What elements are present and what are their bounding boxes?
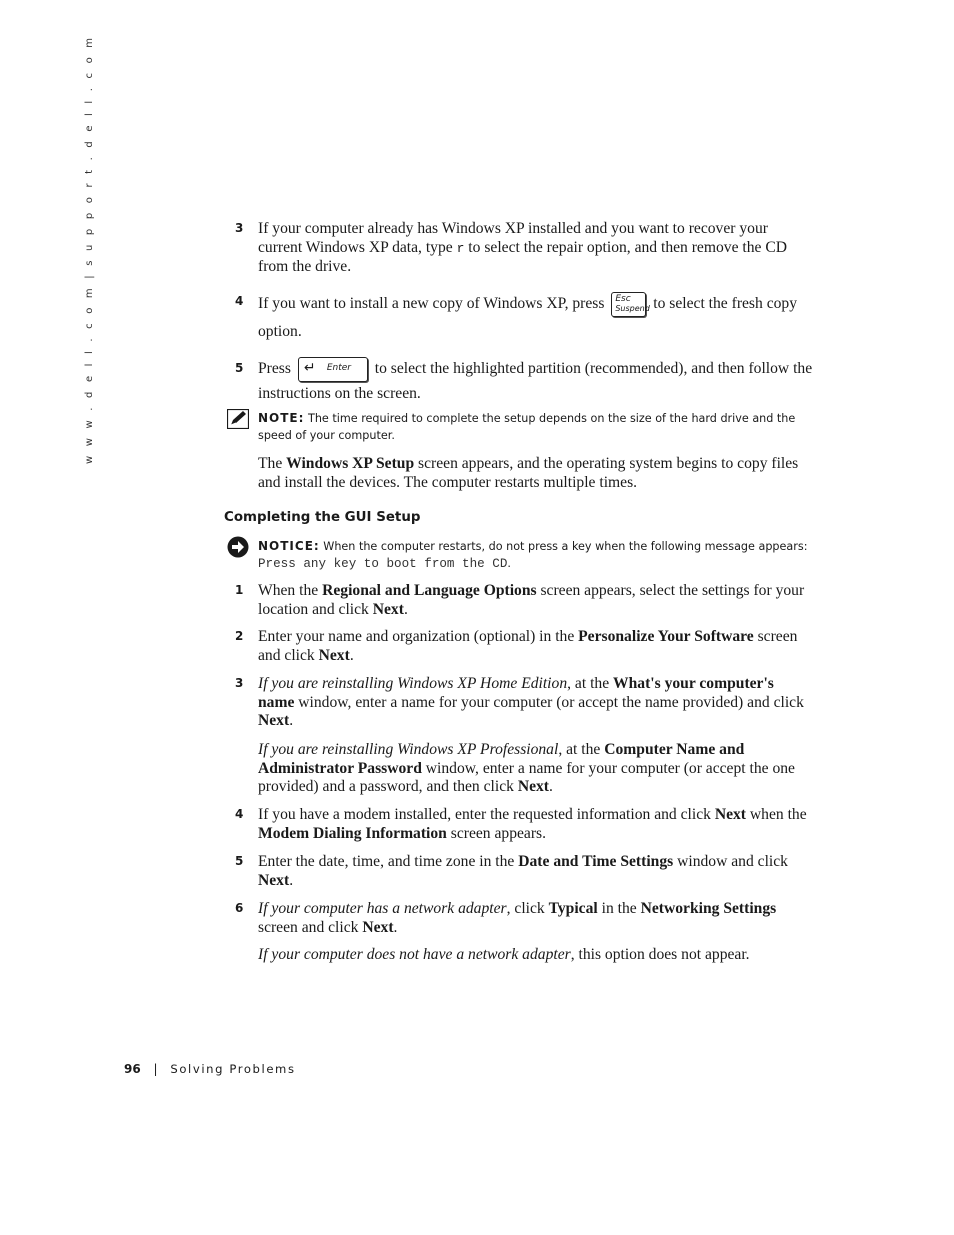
text-run: If your computer has a network adapter xyxy=(258,900,507,917)
text-run: Networking Settings xyxy=(640,900,777,917)
text-run: . xyxy=(289,712,294,730)
text-run: Typical xyxy=(548,900,598,917)
text-run: screen and click xyxy=(258,628,798,664)
step-text xyxy=(258,582,814,619)
text-run: screen and click xyxy=(258,918,363,936)
text-run: , this option does not appear. xyxy=(570,946,750,963)
notice-arrow-icon xyxy=(227,536,249,558)
step-number: 5 xyxy=(235,361,244,375)
text-run: Date and Time Settings xyxy=(518,853,674,870)
step-number: 5 xyxy=(235,854,244,868)
text-run: screen appears. xyxy=(446,824,546,842)
key-label: Enter xyxy=(326,363,352,373)
text-run: If you are reinstalling Windows XP Professional xyxy=(258,741,559,758)
text-run: Personalize Your Software xyxy=(578,628,754,645)
step-text xyxy=(258,806,814,843)
text-run: , at the xyxy=(567,675,614,692)
enter-key xyxy=(298,357,368,382)
text-run: If you are reinstalling Windows XP Home Edition xyxy=(258,675,568,692)
step-text xyxy=(258,675,814,731)
text-run: When the xyxy=(258,582,323,599)
key-label-bottom: Suspend xyxy=(615,304,650,313)
text-run: in the xyxy=(597,900,641,917)
step-number: 3 xyxy=(235,221,244,235)
notice-code-end: . xyxy=(507,557,511,570)
note-text: The time required to complete the setup depends on the size of the hard drive and the speed of your computer. xyxy=(258,412,796,442)
section-heading: Completing the GUI Setup xyxy=(224,510,421,525)
text-run: . xyxy=(403,600,408,618)
text-run: r xyxy=(456,240,465,256)
step-text xyxy=(258,220,814,277)
step-number: 3 xyxy=(235,676,244,690)
notice-text: When the computer restarts, do not press a key when the following message appears: xyxy=(323,540,808,553)
note-label: NOTE: xyxy=(258,411,305,425)
text-run: , at the xyxy=(558,741,605,758)
text-run: Next xyxy=(517,778,550,796)
text-run: Next xyxy=(714,806,747,823)
step-text xyxy=(258,357,814,406)
step-text xyxy=(258,741,814,797)
text-run: window, enter a name for your computer (or accept the name provided) and click xyxy=(294,693,804,711)
text-run: when the xyxy=(746,806,807,823)
step-text xyxy=(258,900,814,937)
notice-code: Press any key to boot from the CD xyxy=(258,557,508,571)
text-run: If your computer does not have a network adapter xyxy=(258,946,571,963)
text-run: Regional and Language Options xyxy=(322,582,537,599)
enter-arrow-icon: ↵ xyxy=(303,360,316,376)
footer-separator: | xyxy=(153,1062,158,1076)
text-run: window and click xyxy=(673,853,788,870)
step-text-before: If you want to install a new copy of Windows XP, press xyxy=(258,295,605,313)
text-run: screen appears, and the operating system begins to copy files and install the devices. The computer restarts multiple times. xyxy=(258,455,799,491)
step-text-after: to select the highlighted partition (recommended), and then follow the instructions on the screen. xyxy=(258,360,813,402)
text-run: Next xyxy=(372,600,404,618)
step-text xyxy=(258,853,814,890)
text-run: . xyxy=(393,918,398,936)
side-url: w w w . d e l l . c o m | s u p p o r t . d e l l . c o m xyxy=(84,34,95,464)
step-text xyxy=(258,946,814,965)
step-text-before: Press xyxy=(258,360,291,378)
key-label-top: Esc xyxy=(615,294,631,304)
text-run: If your computer already has Windows XP installed and you want to recover your current Windows XP data, type xyxy=(258,220,768,256)
note-pencil-icon xyxy=(227,409,249,429)
step-text-after: to select the fresh copy xyxy=(653,295,798,313)
text-run: Windows XP Setup xyxy=(286,455,415,472)
text-run: Next xyxy=(258,712,290,730)
page-footer xyxy=(124,1062,296,1076)
text-run: . xyxy=(349,646,354,664)
setup-paragraph xyxy=(258,455,814,492)
text-run: . xyxy=(549,778,553,796)
step-number: 4 xyxy=(235,807,244,821)
footer-section: Solving Problems xyxy=(170,1062,296,1076)
step-number: 1 xyxy=(235,583,244,597)
text-run: Next xyxy=(318,646,350,664)
note-box xyxy=(258,410,814,444)
text-run: Next xyxy=(258,871,290,889)
step-number: 6 xyxy=(235,901,244,915)
page-number: 96 xyxy=(124,1062,141,1076)
text-run: Enter the date, time, and time zone in the xyxy=(258,853,519,870)
notice-label: NOTICE: xyxy=(258,539,320,553)
text-run: If you have a modem installed, enter the requested information and click xyxy=(258,806,715,823)
text-run: screen appears, select the settings for your location and click xyxy=(258,582,805,618)
step-number: 2 xyxy=(235,629,244,643)
step-text xyxy=(258,292,814,343)
text-run: . xyxy=(289,871,294,889)
step-text-continued: option. xyxy=(258,323,302,340)
step-number: 4 xyxy=(235,294,244,308)
text-run: Next xyxy=(362,918,394,936)
text-run: The xyxy=(258,455,287,472)
text-run: window, enter a name for your computer (or accept the one provided) and a password, and then click xyxy=(258,759,795,796)
text-run: , click xyxy=(506,900,549,917)
step-text xyxy=(258,628,814,665)
text-run: Modem Dialing Information xyxy=(258,824,447,842)
text-run: to select the repair option, and then remove the CD from the drive. xyxy=(258,238,788,276)
text-run: What's your computer's name xyxy=(258,675,774,711)
notice-box xyxy=(258,538,814,573)
esc-suspend-key xyxy=(611,292,650,317)
text-run: Computer Name and Administrator Password xyxy=(258,741,745,777)
text-run: Enter your name and organization (optional) in the xyxy=(258,628,579,645)
